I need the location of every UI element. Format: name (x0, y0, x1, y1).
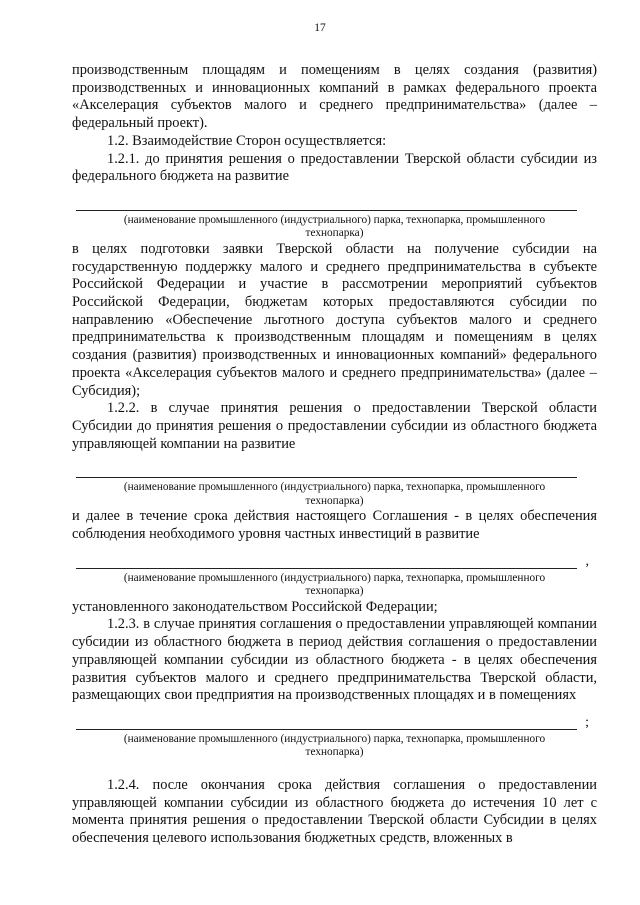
document-body (72, 62, 597, 848)
paragraph: установленного законодательством Российской Федерации; (72, 598, 438, 615)
line-end-punctuation: ; (585, 715, 589, 731)
field-caption: (наименование промышленного (индустриального) парка, технопарка, промышленного технопарка) (123, 213, 546, 240)
paragraph: в целях подготовки заявки Тверской области на получение субсидии на государственную поддержку малого и среднего предпринимательства в субъекте Российской Федерации и участие в рассмотрении мероприятий субъектов Российской Федерации, бюджетам которых предоставляются субсидии по направлению «Обеспечение льготного доступа субъектов малого и среднего предпринимательства к производственным площадям и помещениям в целях создания (развития) производственных и инновационных компаний» федерального проекта «Акселерация субъектов малого и среднего предпринимательства» (далее – Субсидия); (72, 240, 597, 399)
fill-in-line (76, 196, 577, 211)
field-caption: (наименование промышленного (индустриального) парка, технопарка, промышленного технопарка) (123, 571, 546, 598)
field-caption: (наименование промышленного (индустриального) парка, технопарка, промышленного технопарка) (123, 732, 546, 759)
field-caption: (наименование промышленного (индустриального) парка, технопарка, промышленного технопарка) (123, 481, 546, 507)
fill-in-line (76, 554, 589, 570)
paragraph: 1.2.1. до принятия решения о предоставлении Тверской области субсидии из федерального бюджета на развитие (72, 150, 597, 185)
fill-in-line (76, 715, 589, 731)
paragraph: 1.2.2. в случае принятия решения о предоставлении Тверской области Субсидии до принятия решения о предоставлении субсидии из областного бюджета управляющей компании на развитие (72, 400, 597, 452)
paragraph: 1.2.3. в случае принятия соглашения о предоставлении управляющей компании субсидии из областного бюджета в период действия соглашения о предоставлении управляющей компании субсидии из областного бюджета - в целях обеспечения развития субъектов малого и среднего предпринимательства Тверской области, размещающих свои предприятия на производственных площадях и в помещениях (72, 616, 597, 704)
paragraph: и далее в течение срока действия настоящего Соглашения - в целях обеспечения соблюдения необходимого уровня частных инвестиций в развитие (72, 508, 597, 543)
page-number: 17 (314, 22, 326, 34)
paragraph: 1.2.4. после окончания срока действия соглашения о предоставлении управляющей компании субсидии из областного бюджета до истечения 10 лет с момента принятия решения о предоставлении Тверской области Субсидии в целях обеспечения целевого использования бюджетных средств, вложенных в (72, 776, 597, 847)
paragraph: 1.2. Взаимодействие Сторон осуществляется: (107, 132, 387, 149)
spacer (72, 760, 597, 777)
line-end-punctuation: , (585, 554, 589, 570)
fill-in-line (76, 463, 577, 478)
paragraph: производственным площадям и помещениям в целях создания (развития) производственных и инновационных компаний в рамках федерального проекта «Акселерация субъектов малого и среднего предпринимательства» (далее – федеральный проект). (72, 62, 597, 132)
